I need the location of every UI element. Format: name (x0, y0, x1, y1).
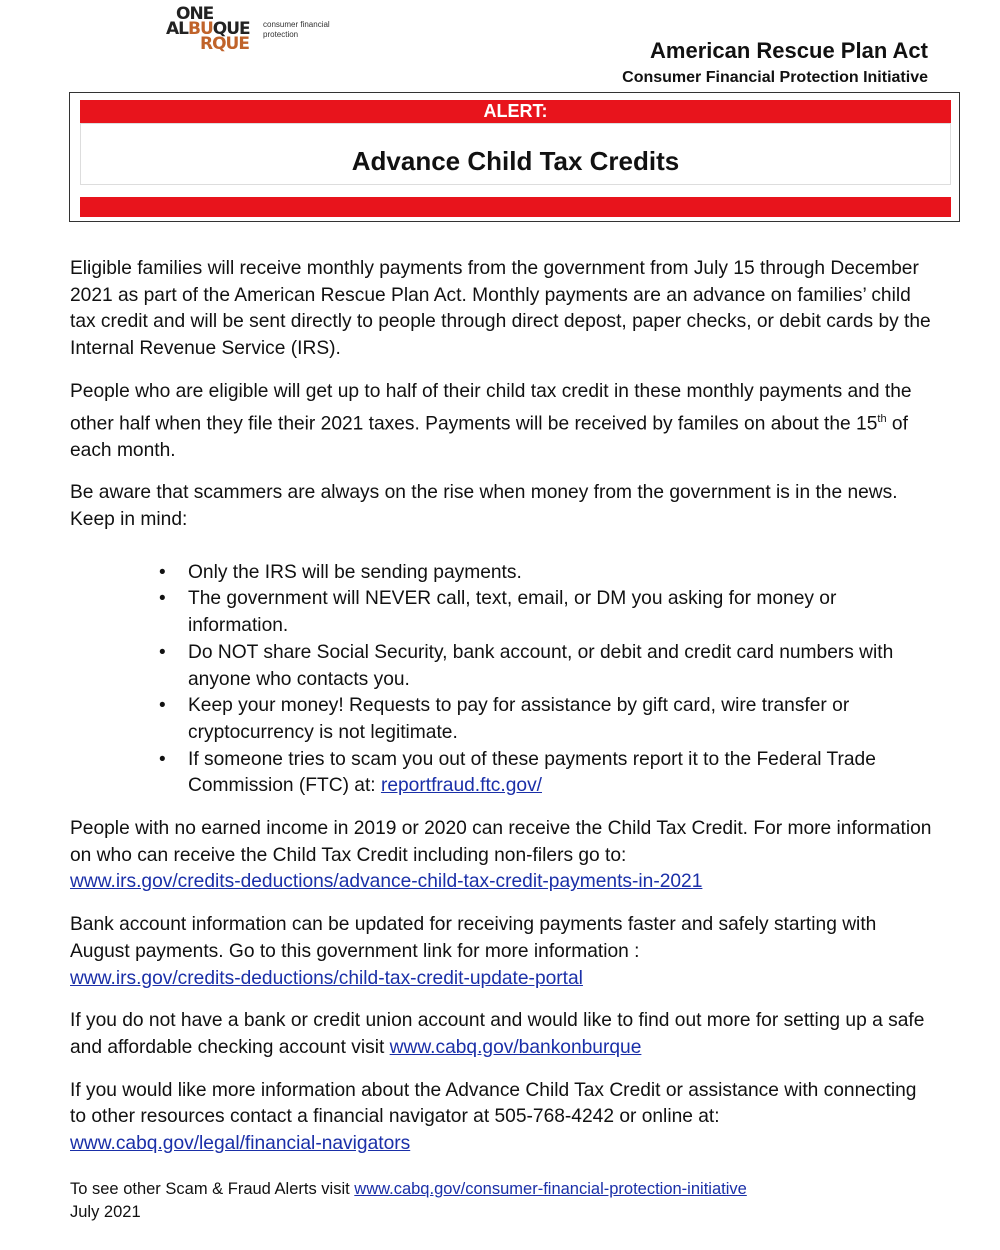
logo-line-2c: QUE (212, 19, 250, 39)
paragraph-2-part1: People who are eligible will get up to half of their child tax credit in these monthly payments and the other half when they file their 2021 taxes. Payments will be received by familes on about the 15 (70, 380, 912, 434)
paragraph-2-sup: th (877, 412, 887, 425)
paragraph-4-text: People with no earned income in 2019 or 2020 can receive the Child Tax Credit. For more information on who can receive the Child Tax Credit including non-filers go to: (70, 818, 932, 866)
paragraph-6-text: If you do not have a bank or credit union account and would like to find out more for setting up a safe and affordable checking account visit (70, 1010, 925, 1058)
footer-line (70, 1178, 747, 1201)
logo-line-1: ONE (176, 4, 214, 24)
document-body (70, 256, 932, 1174)
alert-box (69, 92, 960, 222)
paragraph-4 (70, 816, 932, 896)
logo-line-3: RQUE (200, 34, 249, 54)
consumer-protection-link[interactable]: www.cabq.gov/consumer-financial-protection-initiative (354, 1180, 747, 1198)
paragraph-1: Eligible families will receive monthly payments from the government from July 15 through December 2021 as part of the American Rescue Plan Act. Monthly payments are an advance on families’ child tax credit and will be sent directly to people through direct depost, paper checks, or debit cards by the Internal Revenue Service (IRS). (70, 258, 931, 360)
alert-inner-panel (80, 123, 951, 185)
one-albuquerque-logo (166, 6, 366, 56)
paragraph-7-text: If you would like more information about the Advance Child Tax Credit or assistance with connecting to other resources contact a financial navigator at 505-768-4242 or online at: (70, 1079, 917, 1128)
tips-list (70, 560, 932, 800)
paragraph-6 (70, 1008, 932, 1061)
paragraph-5 (70, 912, 932, 992)
financial-navigators-link[interactable]: www.cabq.gov/legal/financial-navigators (70, 1133, 411, 1155)
header-title: American Rescue Plan Act (650, 38, 928, 63)
paragraph-2-part2: of each month. (70, 412, 908, 461)
list-item: • Do NOT share Social Security, bank account, or debit and credit card numbers with anyone who contacts you. (188, 640, 932, 693)
list-item: • The government will NEVER call, text, email, or DM you asking for money or information. (188, 586, 932, 639)
logo-tagline: consumer financial protection (263, 20, 330, 39)
alert-top-bar (80, 100, 951, 123)
paragraph-5-text: Bank account information can be updated for receiving payments faster and safely starting with August payments. Go to this government link for more information : (70, 914, 877, 962)
logo-line-2a: AL (166, 19, 188, 39)
footer (70, 1178, 747, 1224)
list-item (188, 747, 932, 800)
paragraph-7 (70, 1078, 932, 1158)
alert-label: ALERT: (483, 101, 548, 121)
alert-title: Advance Child Tax Credits (351, 146, 680, 176)
logo-line-2b: BU (188, 19, 213, 39)
footer-date: July 2021 (70, 1203, 141, 1221)
paragraph-3: Be aware that scammers are always on the rise when money from the government is in the news. Keep in mind: (70, 482, 898, 531)
reportfraud-link[interactable]: reportfraud.ftc.gov/ (380, 775, 542, 797)
bullet-5-text: If someone tries to scam you out of these payments report it to the Federal Trade Commission (FTC) at: (188, 748, 876, 797)
irs-advance-ctc-link[interactable]: www.irs.gov/credits-deductions/advance-child-tax-credit-payments-in-2021 (70, 871, 703, 893)
irs-update-portal-link[interactable]: www.irs.gov/credits-deductions/child-tax-credit-update-portal (70, 967, 583, 989)
paragraph-2 (70, 379, 932, 465)
list-item: • Keep your money! Requests to pay for assistance by gift card, wire transfer or cryptocurrency is not legitimate. (188, 693, 932, 746)
bankonburque-link[interactable]: www.cabq.gov/bankonburque (389, 1036, 642, 1058)
footer-text: To see other Scam & Fraud Alerts visit (70, 1180, 355, 1198)
header-subtitle: Consumer Financial Protection Initiative (622, 69, 928, 86)
list-item: • Only the IRS will be sending payments. (188, 560, 932, 587)
alert-bottom-bar (80, 197, 951, 217)
